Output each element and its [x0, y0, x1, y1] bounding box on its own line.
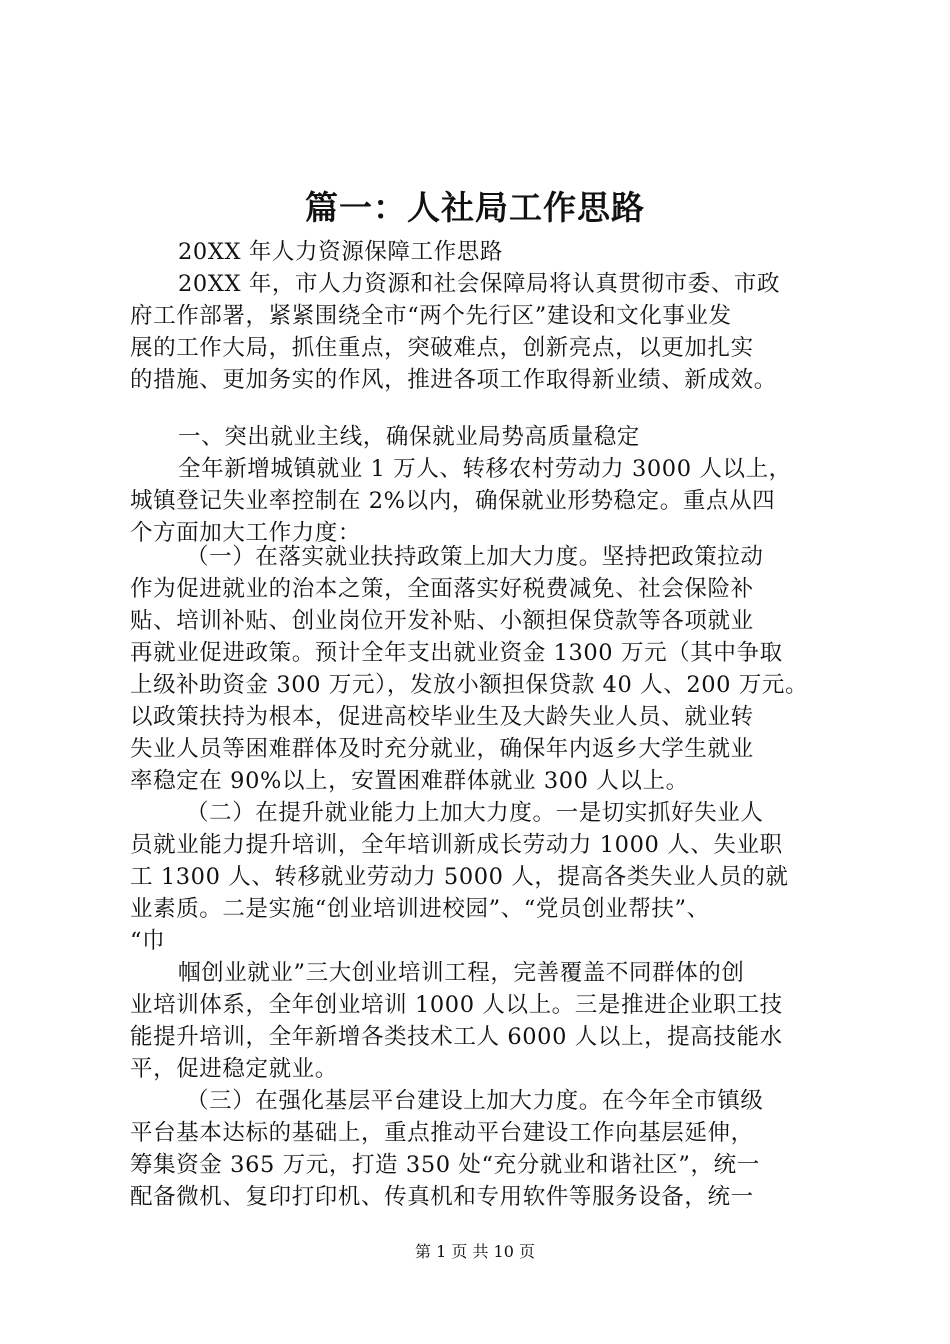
paragraph-line: 配备微机、复印打印机、传真机和专用软件等服务设备，统一 [130, 1184, 754, 1210]
paragraph-line: （二）在提升就业能力上加大力度。一是切实抓好失业人 [186, 800, 764, 826]
paragraph-line: 工 1300 人、转移就业劳动力 5000 人，提高各类失业人员的就 [130, 864, 789, 890]
paragraph-line: 率稳定在 90%以上，安置困难群体就业 300 人以上。 [130, 768, 689, 794]
paragraph-line: 城镇登记失业率控制在 2%以内，确保就业形势稳定。重点从四 [130, 488, 776, 514]
paragraph-line: 员就业能力提升培训，全年培训新成长劳动力 1000 人、失业职 [130, 832, 783, 858]
paragraph-line: 平台基本达标的基础上，重点推动平台建设工作向基层延伸， [130, 1120, 754, 1146]
paragraph-line: 贴、培训补贴、创业岗位开发补贴、小额担保贷款等各项就业 [130, 608, 754, 634]
paragraph-line: 作为促进就业的治本之策，全面落实好税费减免、社会保险补 [130, 576, 754, 602]
paragraph-line: 上级补助资金 300 万元），发放小额担保贷款 40 人、200 万元。 [130, 672, 809, 698]
paragraph-line: 全年新增城镇就业 1 万人、转移农村劳动力 3000 人以上， [178, 456, 792, 482]
paragraph-line: 府工作部署，紧紧围绕全市“两个先行区”建设和文化事业发 [130, 303, 732, 329]
paragraph-line: （一）在落实就业扶持政策上加大力度。坚持把政策拉动 [186, 544, 764, 570]
paragraph-line: “巾 [130, 928, 166, 954]
paragraph-line: 业素质。二是实施“创业培训进校园”、“党员创业帮扶”、 [130, 896, 710, 922]
paragraph-line: 业培训体系，全年创业培训 1000 人以上。三是推进企业职工技 [130, 992, 783, 1018]
paragraph-line: 个方面加大工作力度： [130, 520, 362, 546]
paragraph-line: 筹集资金 365 万元，打造 350 处“充分就业和谐社区”，统一 [130, 1152, 760, 1178]
document-title: 篇一：人社局工作思路 [305, 188, 645, 227]
paragraph-line: 平，促进稳定就业。 [130, 1056, 338, 1082]
paragraph-line: 20XX 年，市人力资源和社会保障局将认真贯彻市委、市政 [178, 271, 781, 297]
paragraph-line: 以政策扶持为根本，促进高校毕业生及大龄失业人员、就业转 [130, 704, 754, 730]
paragraph-line: 帼创业就业”三大创业培训工程，完善覆盖不同群体的创 [178, 960, 745, 986]
subtitle-line: 20XX 年人力资源保障工作思路 [178, 239, 503, 265]
paragraph-line: 再就业促进政策。预计全年支出就业资金 1300 万元（其中争取 [130, 640, 783, 666]
paragraph-line: 失业人员等困难群体及时充分就业，确保年内返乡大学生就业 [130, 736, 754, 762]
paragraph-line: （三）在强化基层平台建设上加大力度。在今年全市镇级 [186, 1088, 764, 1114]
page-footer: 第 1 页 共 10 页 [415, 1242, 535, 1261]
section-heading: 一、突出就业主线，确保就业局势高质量稳定 [178, 424, 641, 450]
paragraph-line: 展的工作大局，抓住重点，突破难点，创新亮点，以更加扎实 [130, 335, 754, 361]
paragraph-line: 能提升培训，全年新增各类技术工人 6000 人以上，提高技能水 [130, 1024, 783, 1050]
paragraph-line: 的措施、更加务实的作风，推进各项工作取得新业绩、新成效。 [130, 367, 777, 393]
